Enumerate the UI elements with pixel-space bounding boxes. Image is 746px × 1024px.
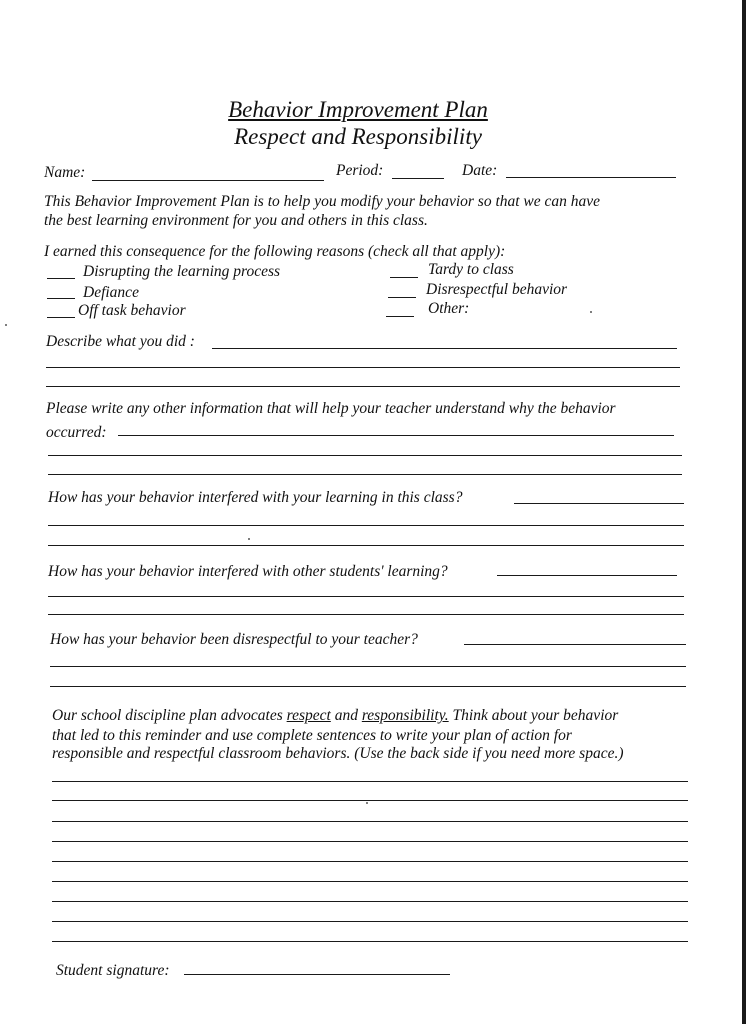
learning-field-1[interactable] — [514, 503, 684, 504]
scan-speck — [590, 311, 592, 313]
checkbox-tardy[interactable] — [390, 277, 418, 278]
plan-field-6[interactable] — [52, 881, 688, 882]
checkbox-disrupting[interactable] — [47, 278, 75, 279]
others-field-3[interactable] — [48, 614, 684, 615]
learning-question: How has your behavior interfered with your learning in this class? — [48, 489, 463, 506]
reason-disrespectful: Disrespectful behavior — [426, 281, 568, 298]
plan-field-3[interactable] — [52, 821, 688, 822]
checkbox-off-task[interactable] — [47, 317, 75, 318]
describe-field-1[interactable] — [212, 348, 677, 349]
date-label: Date: — [462, 162, 498, 179]
reasons-prompt: I earned this consequence for the following reasons (check all that apply): — [44, 243, 506, 260]
teacher-field-3[interactable] — [50, 686, 686, 687]
learning-field-2[interactable] — [48, 525, 684, 526]
learning-field-3[interactable] — [48, 545, 684, 546]
others-field-2[interactable] — [48, 596, 684, 597]
teacher-question: How has your behavior been disrespectful to your teacher? — [50, 631, 418, 648]
checkbox-other[interactable] — [386, 316, 414, 317]
other-info-field-3[interactable] — [48, 474, 682, 475]
intro-line-1: This Behavior Improvement Plan is to help you modify your behavior so that we can have — [44, 193, 601, 210]
plan-line-3: responsible and respectful classroom behaviors. (Use the back side if you need more space.) — [52, 745, 624, 762]
intro-line-2: the best learning environment for you and others in this class. — [44, 212, 428, 229]
plan-field-7[interactable] — [52, 901, 688, 902]
form-title: Behavior Improvement Plan — [228, 97, 488, 122]
checkbox-defiance[interactable] — [47, 298, 75, 299]
teacher-field-1[interactable] — [464, 644, 686, 645]
plan-field-5[interactable] — [52, 861, 688, 862]
date-field[interactable] — [506, 177, 676, 178]
plan-line-2: that led to this reminder and use complete sentences to write your plan of action for — [52, 727, 572, 744]
signature-label: Student signature: — [56, 962, 170, 979]
form-subtitle: Respect and Responsibility — [234, 124, 482, 149]
others-field-1[interactable] — [497, 575, 677, 576]
describe-field-3[interactable] — [46, 386, 680, 387]
other-info-field-2[interactable] — [48, 455, 682, 456]
scan-speck — [5, 324, 7, 326]
teacher-field-2[interactable] — [50, 666, 686, 667]
others-question: How has your behavior interfered with other students' learning? — [48, 563, 448, 580]
period-label: Period: — [336, 162, 384, 179]
other-info-field-1[interactable] — [118, 435, 674, 436]
plan-field-4[interactable] — [52, 841, 688, 842]
plan-field-1[interactable] — [52, 781, 688, 782]
plan-and: and — [330, 707, 362, 724]
signature-field[interactable] — [184, 974, 450, 975]
page-edge — [742, 0, 746, 1024]
plan-respect: respect — [286, 707, 331, 724]
checkbox-disrespectful[interactable] — [388, 297, 416, 298]
plan-field-9[interactable] — [52, 941, 688, 942]
reason-off-task: Off task behavior — [78, 302, 186, 319]
scan-speck — [248, 538, 250, 540]
describe-field-2[interactable] — [46, 367, 680, 368]
name-label: Name: — [44, 164, 86, 181]
reason-other: Other: — [428, 300, 470, 317]
reason-defiance: Defiance — [83, 284, 139, 301]
other-info-label: Please write any other information that will help your teacher understand why the behavior — [46, 400, 616, 417]
period-field[interactable] — [392, 178, 444, 179]
name-field[interactable] — [92, 180, 324, 181]
plan-line-1 — [52, 707, 618, 725]
scan-speck — [366, 802, 368, 804]
reason-disrupting: Disrupting the learning process — [83, 263, 281, 280]
plan-responsibility: responsibility. — [361, 707, 449, 724]
reason-tardy: Tardy to class — [428, 261, 514, 278]
plan-text-b: Think about your behavior — [448, 707, 619, 724]
other-info-label-2: occurred: — [46, 424, 107, 441]
plan-text-a: Our school discipline plan advocates — [52, 707, 287, 724]
describe-label: Describe what you did : — [46, 333, 195, 350]
plan-field-2[interactable] — [52, 800, 688, 801]
plan-field-8[interactable] — [52, 921, 688, 922]
